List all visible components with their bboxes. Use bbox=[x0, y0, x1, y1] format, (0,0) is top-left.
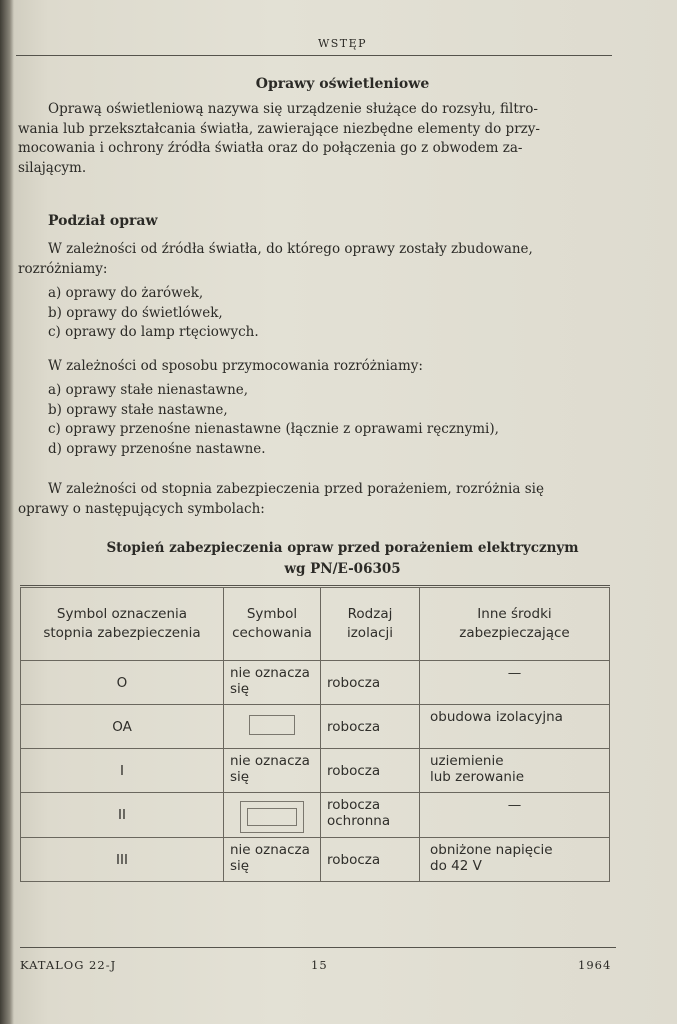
list-item: d) oprawy przenośne nastawne. bbox=[48, 440, 266, 457]
footer-catalog: KATALOG 22-J bbox=[20, 958, 117, 972]
list-item: c) oprawy do lamp rtęciowych. bbox=[48, 324, 259, 340]
caption-line: wg PN/E-06305 bbox=[284, 561, 401, 577]
table-header-row bbox=[21, 588, 610, 661]
single-frame-mark-icon bbox=[249, 715, 295, 735]
text-line: oprawy o następujących symbolach: bbox=[18, 500, 265, 517]
symbol-cell: II bbox=[21, 793, 224, 838]
list-item: a) oprawy stałe nienastawne, bbox=[48, 382, 249, 398]
mark-cell: nie oznacza się bbox=[224, 838, 321, 882]
text-line: wania lub przekształcania światła, zawierające niezbędne elementy do przy- bbox=[18, 120, 540, 137]
subtitle: Podział opraw bbox=[48, 213, 158, 229]
caption-line: Stopień zabezpieczenia opraw przed porażeniem elektrycznym bbox=[106, 540, 579, 556]
mark-cell bbox=[224, 705, 321, 749]
paragraph-2: W zależności od sposobu przymocowania rozróżniamy: bbox=[48, 358, 423, 374]
other-cell: uziemienie lub zerowanie bbox=[420, 749, 610, 793]
other-cell: — bbox=[420, 793, 610, 838]
paragraph-1 bbox=[18, 240, 618, 279]
insulation-cell: robocza bbox=[321, 661, 420, 705]
other-cell: obudowa izolacyjna bbox=[420, 705, 610, 749]
insulation-cell: robocza ochronna bbox=[321, 793, 420, 838]
column-header: Symbol oznaczenia stopnia zabezpieczenia bbox=[21, 588, 224, 661]
text-line: mocowania i ochrony źródła światła oraz do połączenia go z obwodem za- bbox=[18, 140, 523, 156]
table-row bbox=[21, 749, 610, 793]
page-number: 15 bbox=[311, 958, 328, 972]
table-top-rule bbox=[20, 585, 610, 586]
list-item: b) oprawy stałe nastawne, bbox=[48, 401, 228, 418]
table-caption bbox=[8, 538, 677, 580]
section-title: Oprawy oświetleniowe bbox=[255, 76, 430, 92]
text-line: Oprawą oświetleniową nazywa się urządzenie służące do rozsyłu, filtro- bbox=[48, 101, 538, 117]
list-item: a) oprawy do żarówek, bbox=[48, 285, 204, 301]
column-header: Inne środki zabezpieczające bbox=[420, 588, 610, 661]
light-source-list bbox=[48, 284, 259, 343]
protection-table bbox=[20, 587, 610, 882]
symbol-cell: OA bbox=[21, 705, 224, 749]
table-row bbox=[21, 661, 610, 705]
running-header: WSTĘP bbox=[317, 37, 368, 50]
list-item: b) oprawy do świetlówek, bbox=[48, 304, 223, 321]
text-line: rozróżniamy: bbox=[18, 260, 108, 277]
footer-rule bbox=[20, 947, 616, 948]
mark-cell bbox=[224, 793, 321, 838]
intro-paragraph bbox=[18, 100, 618, 178]
mark-cell: nie oznacza się bbox=[224, 749, 321, 793]
list-item: c) oprawy przenośne nienastawne (łącznie z oprawami ręcznymi), bbox=[48, 421, 499, 437]
symbol-cell: III bbox=[21, 838, 224, 882]
insulation-cell: robocza bbox=[321, 705, 420, 749]
footer-year: 1964 bbox=[578, 958, 612, 972]
page bbox=[8, 0, 677, 1024]
symbol-cell: I bbox=[21, 749, 224, 793]
mark-cell: nie oznacza się bbox=[224, 661, 321, 705]
column-header: Rodzaj izolacji bbox=[321, 588, 420, 661]
column-header: Symbol cechowania bbox=[224, 588, 321, 661]
symbol-cell: O bbox=[21, 661, 224, 705]
table-row bbox=[21, 838, 610, 882]
paragraph-3 bbox=[18, 480, 618, 519]
insulation-cell: robocza bbox=[321, 838, 420, 882]
text-line: silającym. bbox=[18, 159, 87, 176]
text-line: W zależności od źródła światła, do którego oprawy zostały zbudowane, bbox=[48, 241, 533, 257]
double-frame-mark-icon bbox=[240, 801, 304, 833]
other-cell: obniżone napięcie do 42 V bbox=[420, 838, 610, 882]
insulation-cell: robocza bbox=[321, 749, 420, 793]
mounting-list bbox=[48, 381, 499, 459]
other-cell: — bbox=[420, 661, 610, 705]
table-row bbox=[21, 793, 610, 838]
header-rule bbox=[16, 55, 612, 56]
text-line: W zależności od stopnia zabezpieczenia przed porażeniem, rozróżnia się bbox=[48, 481, 544, 497]
table-row bbox=[21, 705, 610, 749]
binding-shadow bbox=[0, 0, 14, 1024]
